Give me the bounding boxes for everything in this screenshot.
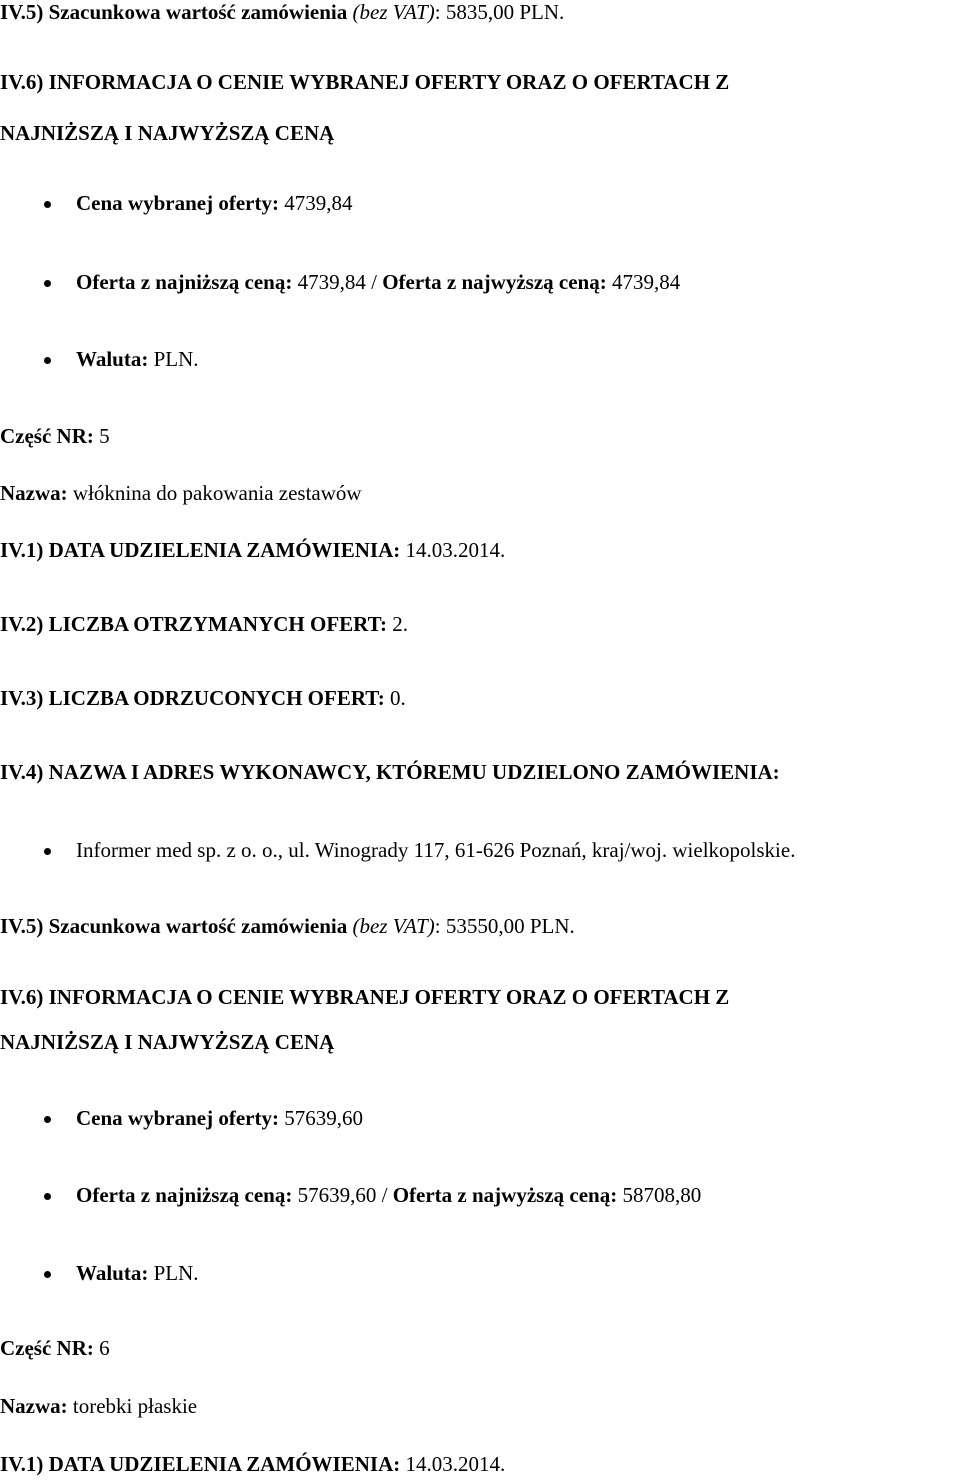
field-value: torebki płaskie (67, 1394, 198, 1418)
bullet-icon (44, 1116, 51, 1123)
section-label: IV.5) Szacunkowa wartość zamówienia (0, 914, 348, 938)
list-item (76, 1261, 199, 1286)
section-label: IV.3) LICZBA ODRZUCONYCH OFERT: (0, 686, 385, 710)
part-name (0, 1394, 197, 1419)
field-value: 4739,84 (606, 270, 681, 294)
section-iv2 (0, 612, 408, 637)
section-value: 2. (387, 612, 409, 636)
field-label: Część NR: (0, 1336, 94, 1360)
section-value: 14.03.2014. (400, 538, 506, 562)
bullet-icon (44, 357, 51, 364)
section-iv1 (0, 1452, 505, 1477)
field-label: Cena wybranej oferty: (76, 191, 279, 215)
part-name (0, 481, 362, 506)
field-label: Cena wybranej oferty: (76, 1106, 279, 1130)
bullet-icon (44, 848, 51, 855)
field-label: Oferta z najniższą ceną: (76, 1183, 293, 1207)
vat-note: (bez VAT) (352, 914, 435, 938)
list-item (76, 347, 199, 372)
section-iv6-heading: IV.6) INFORMACJA O CENIE WYBRANEJ OFERTY ORAZ O OFERTACH Z (0, 985, 730, 1009)
section-label: IV.2) LICZBA OTRZYMANYCH OFERT: (0, 612, 388, 636)
field-label: Nazwa: (0, 1394, 68, 1418)
field-label: Oferta z najniższą ceną: (76, 270, 293, 294)
field-label: Waluta: (76, 1261, 149, 1285)
field-label: Nazwa: (0, 481, 68, 505)
field-value: 57639,60 / (292, 1183, 393, 1207)
section-iv6-heading-cont: NAJNIŻSZĄ I NAJWYŻSZĄ CENĄ (0, 121, 335, 145)
section-label: IV.5) Szacunkowa wartość zamówienia (0, 0, 348, 24)
part-number (0, 1336, 110, 1361)
list-item (76, 270, 680, 295)
section-value: : 5835,00 PLN. (434, 0, 565, 24)
list-item (76, 1106, 363, 1131)
section-iv1 (0, 538, 505, 563)
part-number (0, 424, 110, 449)
list-item (76, 191, 352, 216)
section-value: 0. (384, 686, 406, 710)
field-value: 6 (93, 1336, 110, 1360)
field-label: Część NR: (0, 424, 94, 448)
section-iv5 (0, 914, 575, 939)
field-value: 57639,60 (278, 1106, 363, 1130)
section-iv4: IV.4) NAZWA I ADRES WYKONAWCY, KTÓREMU UDZIELONO ZAMÓWIENIA: (0, 760, 780, 784)
field-label: Oferta z najwyższą ceną: (392, 1183, 618, 1207)
field-value: PLN. (148, 1261, 199, 1285)
section-iv6-heading: IV.6) INFORMACJA O CENIE WYBRANEJ OFERTY ORAZ O OFERTACH Z (0, 70, 730, 94)
field-label: Waluta: (76, 347, 149, 371)
field-value: 4739,84 / (292, 270, 383, 294)
field-value: PLN. (148, 347, 199, 371)
section-label: IV.1) DATA UDZIELENIA ZAMÓWIENIA: (0, 538, 401, 562)
field-value: włóknina do pakowania zestawów (67, 481, 362, 505)
section-value: : 53550,00 PLN. (434, 914, 575, 938)
vat-note: (bez VAT) (352, 0, 435, 24)
field-value: 58708,80 (617, 1183, 702, 1207)
section-iv3 (0, 686, 406, 711)
section-label: IV.1) DATA UDZIELENIA ZAMÓWIENIA: (0, 1452, 401, 1476)
bullet-icon (44, 1271, 51, 1278)
section-iv5 (0, 0, 564, 25)
field-label: Oferta z najwyższą ceną: (382, 270, 607, 294)
bullet-icon (44, 201, 51, 208)
section-iv6-heading-cont: NAJNIŻSZĄ I NAJWYŻSZĄ CENĄ (0, 1030, 335, 1054)
field-value: 4739,84 (278, 191, 353, 215)
list-item (76, 1183, 701, 1208)
field-value: 5 (93, 424, 110, 448)
bullet-icon (44, 280, 51, 287)
bullet-icon (44, 1193, 51, 1200)
section-value: 14.03.2014. (400, 1452, 506, 1476)
contractor: Informer med sp. z o. o., ul. Winogrady 117, 61-626 Poznań, kraj/woj. wielkopolskie. (76, 838, 796, 862)
